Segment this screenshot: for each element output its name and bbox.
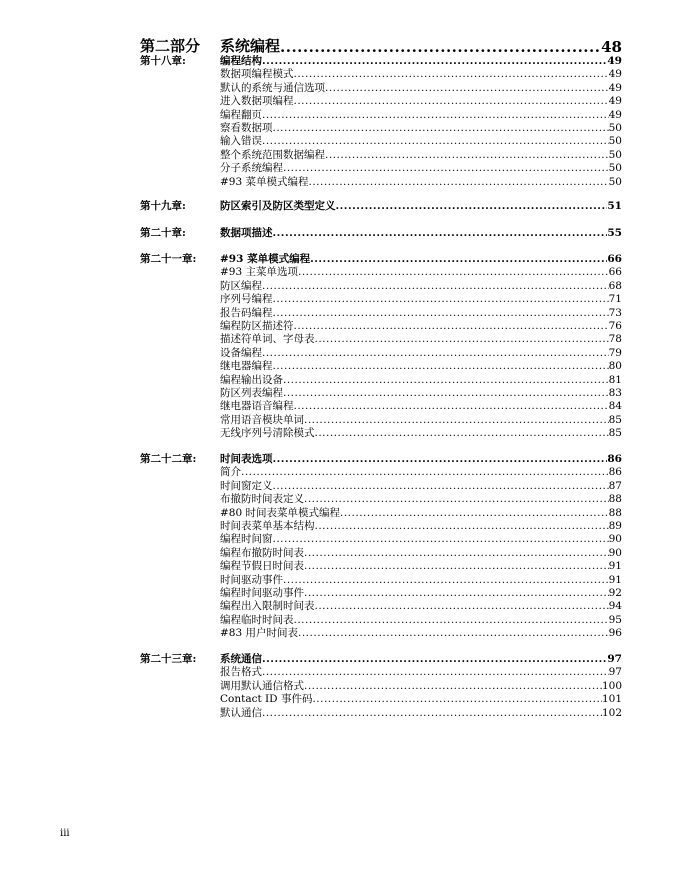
page-number: 90 (608, 533, 622, 546)
entry-title: 编程出入限制时间表 (220, 600, 315, 613)
page-number: 50 (608, 175, 622, 188)
page-number: 49 (608, 68, 622, 81)
entry-title: #83 用户时间表 (220, 627, 298, 640)
dot-leader (283, 374, 609, 387)
entry-title: 默认的系统与通信选项 (220, 81, 325, 94)
dot-leader (262, 109, 609, 122)
dot-leader (262, 280, 609, 293)
toc-entry[interactable] (220, 266, 622, 279)
toc-entry[interactable] (220, 666, 622, 679)
entry-title: #93 菜单模式编程 (220, 175, 309, 188)
entry-title: 调用默认通信格式 (220, 679, 304, 692)
entry-title: 设备编程 (220, 346, 262, 359)
dot-leader (283, 387, 609, 400)
dot-leader (273, 307, 609, 320)
dot-leader (294, 614, 609, 627)
entry-title: 描述符单词、字母表 (220, 333, 315, 346)
toc-entry[interactable] (220, 627, 622, 640)
page-number: 71 (608, 293, 622, 306)
page-number: 79 (608, 346, 622, 359)
page-number: 50 (608, 162, 622, 175)
page-number: 88 (608, 493, 622, 506)
entry-title: 无线序列号清除模式 (220, 427, 315, 440)
toc-entry[interactable] (220, 680, 622, 693)
dot-leader (310, 253, 607, 266)
page-number: 97 (608, 666, 622, 679)
entry-title: 编程防区描述符 (220, 319, 294, 332)
entry-title: 防区列表编程 (220, 386, 283, 399)
dot-leader (262, 666, 609, 679)
entry-title: 察看数据项 (220, 121, 273, 134)
page-number: 76 (608, 319, 622, 332)
chapter-title-entry[interactable] (220, 253, 622, 266)
dot-leader (262, 653, 607, 666)
toc-entry[interactable] (220, 320, 622, 333)
toc-entry[interactable] (220, 82, 622, 95)
dot-leader (312, 693, 602, 706)
dot-leader (262, 707, 602, 720)
entry-title: 序列号编程 (220, 293, 273, 306)
chapter-title: 防区索引及防区类型定义 (220, 200, 336, 212)
toc-entry[interactable] (220, 560, 622, 573)
entry-title: 常用语音模块单词 (220, 413, 304, 426)
dot-leader (283, 574, 609, 587)
page-number: 50 (608, 148, 622, 161)
toc-entry[interactable] (220, 614, 622, 627)
toc-entry[interactable] (220, 307, 622, 320)
dot-leader (325, 82, 609, 95)
toc-entry[interactable] (220, 374, 622, 387)
chapter-label: 第二十二章: (140, 453, 197, 465)
page-number: 50 (608, 121, 622, 134)
chapter-label: 第二十章: (140, 227, 186, 239)
toc-entry[interactable] (220, 427, 622, 440)
page-number: 91 (608, 560, 622, 573)
toc-entry[interactable] (220, 162, 622, 175)
chapter-title: #93 菜单模式编程 (220, 253, 311, 265)
chapter-title: 时间表选项 (220, 453, 273, 465)
toc-entry[interactable] (220, 293, 622, 306)
dot-leader (294, 68, 609, 81)
part-entry[interactable] (220, 35, 622, 56)
dot-leader (309, 176, 609, 189)
part-page-number: 48 (601, 38, 622, 56)
page-number: 66 (608, 266, 622, 279)
page-number: 91 (608, 573, 622, 586)
entry-title: 编程布撤防时间表 (220, 546, 304, 559)
chapter-title-entry[interactable] (220, 55, 622, 68)
dot-leader (304, 587, 609, 600)
entry-title: 数据项编程模式 (220, 68, 294, 81)
toc-entry[interactable] (220, 493, 622, 506)
toc-entry[interactable] (220, 360, 622, 373)
dot-leader (273, 227, 608, 240)
entry-title: 布撤防时间表定义 (220, 493, 304, 506)
toc-entry[interactable] (220, 280, 622, 293)
chapter-title-entry[interactable] (220, 227, 622, 240)
toc-entry[interactable] (220, 400, 622, 413)
entry-title: 时间表菜单基本结构 (220, 519, 315, 532)
toc-entry[interactable] (220, 68, 622, 81)
dot-leader (262, 135, 609, 148)
entry-title: 输入错误 (220, 135, 262, 148)
page-number: 86 (607, 453, 622, 465)
dot-leader (273, 533, 609, 546)
entry-title: Contact ID 事件码 (220, 693, 313, 706)
toc-entry[interactable] (220, 547, 622, 560)
dot-leader (241, 466, 609, 479)
toc-entry[interactable] (220, 600, 622, 613)
entry-title: 编程翻页 (220, 108, 262, 121)
entry-title: 防区编程 (220, 279, 262, 292)
toc-entry[interactable] (220, 520, 622, 533)
entry-title: 整个系统范围数据编程 (220, 148, 325, 161)
toc-entry[interactable] (220, 587, 622, 600)
toc-entry[interactable] (220, 347, 622, 360)
dot-leader (298, 266, 609, 279)
page-number: 66 (607, 253, 622, 265)
entry-title: 编程时间窗 (220, 533, 273, 546)
dot-leader (336, 200, 608, 213)
page-number: 68 (608, 279, 622, 292)
entry-title: 编程临时时间表 (220, 613, 294, 626)
page-number: 80 (608, 360, 622, 373)
dot-leader (304, 560, 609, 573)
part-title: 系统编程 (220, 37, 281, 55)
chapter-label: 第二十一章: (140, 253, 197, 265)
part-heading (140, 36, 622, 56)
chapter-label: 第二十三章: (140, 653, 197, 665)
dot-leader (280, 38, 601, 56)
chapter-title-entry[interactable] (220, 200, 622, 213)
dot-leader (304, 680, 602, 693)
entry-title: 分子系统编程 (220, 162, 283, 175)
entry-title: 时间驱动事件 (220, 573, 283, 586)
page-number: 85 (608, 427, 622, 440)
chapter-label: 第十八章: (140, 55, 186, 67)
dot-leader (315, 520, 609, 533)
toc-entry[interactable] (220, 149, 622, 162)
page-number: 97 (607, 653, 622, 665)
part-label: 第二部分 (140, 37, 201, 55)
dot-leader (325, 149, 609, 162)
entry-title: 报告码编程 (220, 306, 273, 319)
dot-leader (315, 427, 609, 440)
toc-entry[interactable] (220, 574, 622, 587)
entry-title: 编程输出设备 (220, 373, 283, 386)
entry-title: 时间窗定义 (220, 479, 273, 492)
toc-entry[interactable] (220, 707, 622, 720)
dot-leader (315, 600, 609, 613)
toc-entry[interactable] (220, 507, 622, 520)
entry-title: 进入数据项编程 (220, 95, 294, 108)
toc-entry[interactable] (220, 466, 622, 479)
dot-leader (304, 414, 609, 427)
dot-leader (273, 293, 609, 306)
page-number: 55 (607, 227, 622, 239)
chapter-title-entry[interactable] (220, 653, 622, 666)
chapter-title: 编程结构 (220, 55, 262, 67)
toc-entry[interactable] (220, 135, 622, 148)
entry-title: 简介 (220, 466, 241, 479)
page-number: 101 (601, 693, 622, 706)
page-number: 49 (608, 108, 622, 121)
page-number: 86 (608, 466, 622, 479)
page-number: 83 (608, 386, 622, 399)
chapter-title: 数据项描述 (220, 227, 273, 239)
page-number: 96 (608, 627, 622, 640)
page-number: 51 (607, 200, 622, 212)
entry-title: 报告格式 (220, 666, 262, 679)
entry-title: 继电器语音编程 (220, 400, 294, 413)
toc-entry[interactable] (220, 414, 622, 427)
toc-entry[interactable] (220, 109, 622, 122)
dot-leader (298, 627, 609, 640)
page-number: 49 (608, 81, 622, 94)
dot-leader (304, 493, 609, 506)
dot-leader (273, 480, 609, 493)
page-number: 92 (608, 586, 622, 599)
entry-title: #80 时间表菜单模式编程 (220, 506, 340, 519)
toc-entry[interactable] (220, 95, 622, 108)
dot-leader (283, 162, 609, 175)
dot-leader (304, 547, 609, 560)
footer-page-number: iii (60, 828, 70, 839)
chapter-title: 系统通信 (220, 653, 262, 665)
chapter-label: 第十九章: (140, 200, 186, 212)
entry-title: #93 主菜单选项 (220, 266, 298, 279)
page-number: 85 (608, 413, 622, 426)
page-number: 100 (601, 679, 622, 692)
entry-title: 继电器编程 (220, 360, 273, 373)
dot-leader (340, 507, 609, 520)
toc-entry[interactable] (220, 480, 622, 493)
toc-entry[interactable] (220, 387, 622, 400)
dot-leader (294, 95, 609, 108)
toc-entry[interactable] (220, 176, 622, 189)
page-number: 88 (608, 506, 622, 519)
dot-leader (262, 347, 609, 360)
entry-title: 编程时间驱动事件 (220, 586, 304, 599)
dot-leader (315, 333, 609, 346)
toc-entry[interactable] (220, 333, 622, 346)
page-number: 94 (608, 600, 622, 613)
dot-leader (273, 122, 609, 135)
chapter-title-entry[interactable] (220, 453, 622, 466)
dot-leader (294, 400, 609, 413)
dot-leader (262, 55, 607, 68)
dot-leader (273, 453, 608, 466)
page-number: 84 (608, 400, 622, 413)
page-number: 87 (608, 479, 622, 492)
toc-entry[interactable] (220, 533, 622, 546)
toc-entry[interactable] (220, 693, 622, 706)
page-number: 89 (608, 519, 622, 532)
page-number: 49 (607, 55, 622, 67)
page-number: 95 (608, 613, 622, 626)
page-number: 49 (608, 95, 622, 108)
page-number: 102 (601, 706, 622, 719)
page-number: 50 (608, 135, 622, 148)
page-number: 78 (608, 333, 622, 346)
page-number: 90 (608, 546, 622, 559)
page-number: 73 (608, 306, 622, 319)
entry-title: 编程节假日时间表 (220, 560, 304, 573)
page-number: 81 (608, 373, 622, 386)
entry-title: 默认通信 (220, 706, 262, 719)
toc-entry[interactable] (220, 122, 622, 135)
dot-leader (273, 360, 609, 373)
dot-leader (294, 320, 609, 333)
